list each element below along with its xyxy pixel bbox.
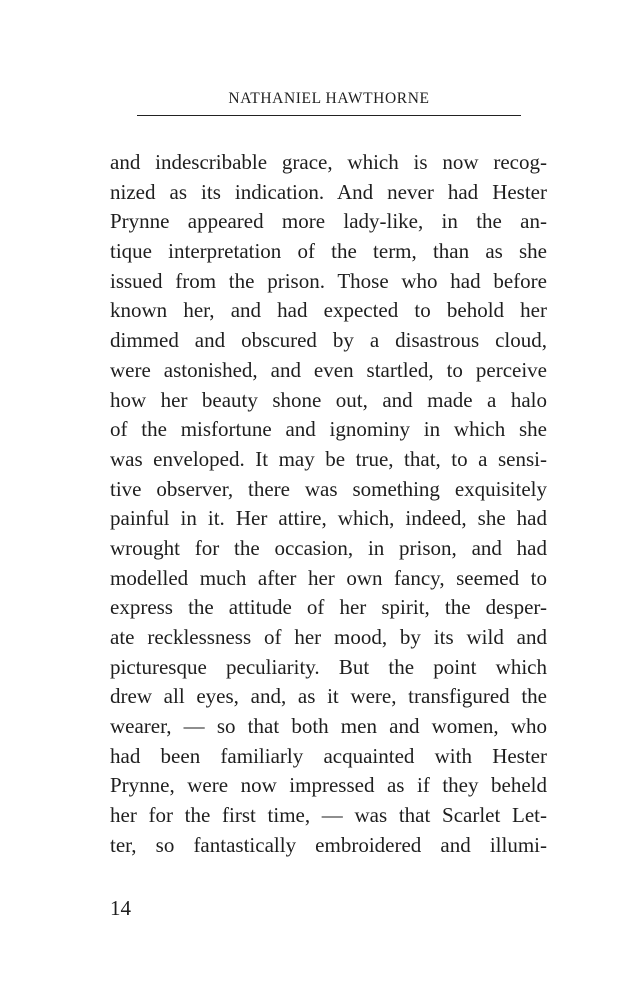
text-line: tive observer, there was something exquisitely bbox=[110, 476, 547, 501]
text-line: Prynne appeared more lady-like, in the an- bbox=[110, 209, 547, 234]
text-line: modelled much after her own fancy, seemed to bbox=[110, 565, 547, 590]
text-line: Prynne, were now impressed as if they beheld bbox=[110, 773, 547, 798]
text-line: of the misfortune and ignominy in which she bbox=[110, 417, 547, 442]
text-line: her for the first time, — was that Scarlet Let- bbox=[110, 803, 547, 828]
text-line: and indescribable grace, which is now recog- bbox=[110, 150, 547, 174]
text-line: issued from the prison. Those who had before bbox=[110, 268, 547, 293]
text-line: picturesque peculiarity. But the point which bbox=[110, 654, 547, 679]
text-line: were astonished, and even startled, to perceive bbox=[110, 357, 547, 382]
text-line: how her beauty shone out, and made a halo bbox=[110, 387, 547, 412]
text-line: ter, so fantastically embroidered and illumi- bbox=[110, 832, 547, 857]
running-head: NATHANIEL HAWTHORNE bbox=[228, 90, 430, 107]
text-line: had been familiarly acquainted with Hester bbox=[110, 743, 547, 768]
text-line: nized as its indication. And never had Hester bbox=[110, 179, 547, 204]
header-rule bbox=[137, 115, 521, 116]
text-line: dimmed and obscured by a disastrous cloud, bbox=[110, 328, 547, 353]
text-line: wrought for the occasion, in prison, and had bbox=[110, 535, 547, 560]
text-line: wearer, — so that both men and women, who bbox=[110, 714, 547, 739]
text-line: express the attitude of her spirit, the desper- bbox=[110, 595, 547, 620]
text-line: tique interpretation of the term, than as she bbox=[110, 239, 547, 264]
text-line: ate recklessness of her mood, by its wild and bbox=[110, 625, 547, 649]
text-line: was enveloped. It may be true, that, to a sensi- bbox=[110, 446, 547, 471]
page-number: 14 bbox=[110, 896, 131, 920]
text-line: drew all eyes, and, as it were, transfigured the bbox=[110, 684, 547, 709]
text-line: painful in it. Her attire, which, indeed, she had bbox=[110, 506, 547, 531]
body-text bbox=[110, 148, 547, 861]
text-line: known her, and had expected to behold her bbox=[110, 298, 547, 323]
